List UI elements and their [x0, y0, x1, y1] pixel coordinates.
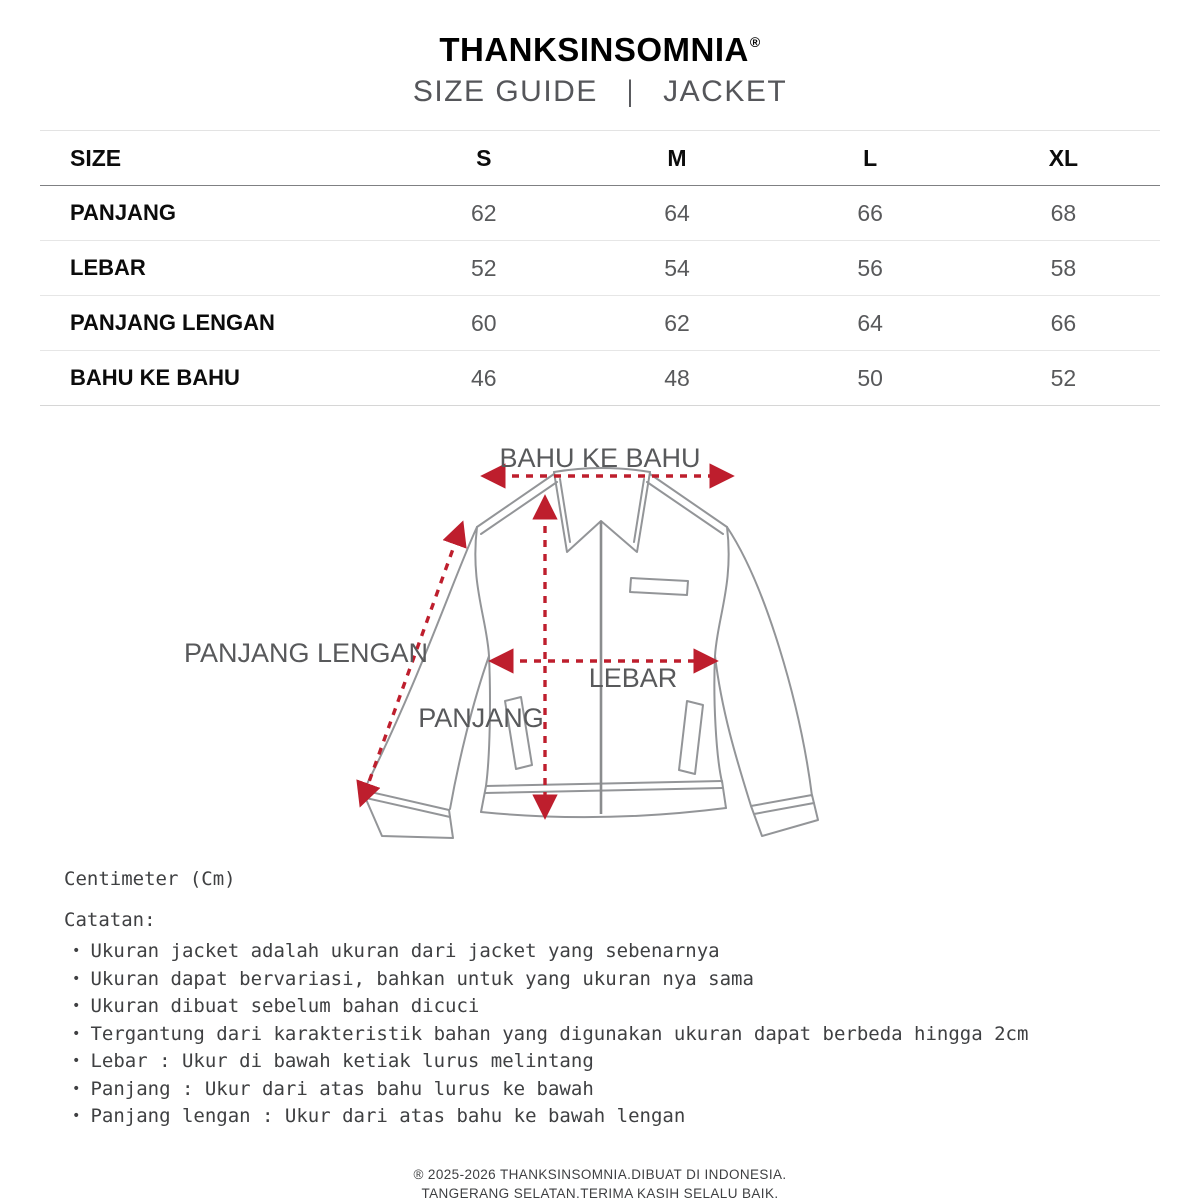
left-shoulder-line — [477, 474, 554, 527]
right-sleeve-outer-edge — [727, 527, 812, 796]
body-right-edge — [714, 527, 728, 782]
table-row — [40, 241, 1160, 296]
subtitle-size-guide: SIZE GUIDE — [412, 75, 598, 108]
unit-label: Centimeter (Cm) — [64, 868, 236, 890]
note-item: • Ukuran dibuat sebelum bahan dicuci — [64, 993, 1200, 1021]
column-header-m: M — [667, 144, 687, 171]
chest-pocket — [630, 578, 688, 595]
row-label-lebar: LEBAR — [70, 255, 146, 280]
cell-value: 54 — [664, 254, 690, 281]
note-item: • Ukuran jacket adalah ukuran dari jacket yang sebenarnya — [64, 938, 1200, 966]
cell-value: 64 — [664, 199, 690, 226]
collar-left-seam — [560, 479, 570, 542]
subtitle-jacket: JACKET — [663, 75, 788, 108]
cell-value: 56 — [857, 254, 883, 281]
right-side-pocket — [679, 701, 703, 774]
table-row — [40, 351, 1160, 406]
note-item: • Ukuran dapat bervariasi, bahkan untuk yang ukuran nya sama — [64, 966, 1200, 994]
cell-value: 62 — [664, 309, 690, 336]
column-header-size: SIZE — [70, 144, 122, 171]
cell-value: 62 — [471, 199, 497, 226]
brand-title — [0, 24, 1200, 68]
right-shoulder-seam — [647, 482, 723, 534]
size-guide-table — [40, 130, 1160, 406]
row-label-panjang-lengan: PANJANG LENGAN — [70, 310, 275, 335]
cell-value: 52 — [471, 254, 497, 281]
waistband-line-lower — [485, 788, 722, 793]
cell-value: 48 — [664, 364, 690, 391]
cell-value: 60 — [471, 309, 497, 336]
cell-value: 66 — [1050, 309, 1077, 336]
cell-value: 58 — [1050, 254, 1077, 281]
label-bahu-ke-bahu: BAHU KE BAHU — [499, 443, 701, 473]
collar-right-seam — [634, 479, 644, 542]
page-footer — [0, 1165, 1200, 1203]
label-lebar: LEBAR — [588, 663, 678, 693]
right-sleeve-inner-edge — [715, 656, 751, 806]
right-shoulder-line — [650, 474, 727, 527]
footer-line-1: ® 2025-2026 THANKSINSOMNIA.DIBUAT DI INDONESIA. — [413, 1166, 787, 1182]
column-header-xl: XL — [1048, 144, 1079, 171]
footer-line-2: TANGERANG SELATAN.TERIMA KASIH SELALU BAIK. — [421, 1185, 779, 1201]
note-item: • Tergantung dari karakteristik bahan yang digunakan ukuran dapat berbeda hingga 2cm — [64, 1021, 1200, 1049]
row-label-bahu-ke-bahu: BAHU KE BAHU — [70, 365, 240, 390]
note-item: • Lebar : Ukur di bawah ketiak lurus melintang — [64, 1048, 1200, 1076]
subtitle-divider: | — [626, 75, 635, 108]
table-row — [40, 186, 1160, 241]
page-header — [0, 0, 1200, 110]
notes-section — [64, 866, 1200, 1131]
waistband-left-edge — [481, 786, 486, 812]
cell-value: 64 — [857, 309, 883, 336]
right-cuff — [751, 795, 818, 836]
cell-value: 68 — [1050, 199, 1077, 226]
page-subtitle — [0, 74, 1200, 110]
jacket-measurement-diagram — [0, 434, 1200, 864]
label-panjang: PANJANG — [418, 703, 544, 733]
cell-value: 52 — [1050, 364, 1077, 391]
cell-value: 66 — [857, 199, 883, 226]
note-item: • Panjang lengan : Ukur dari atas bahu ke bawah lengan — [64, 1103, 1200, 1131]
cell-value: 46 — [471, 364, 497, 391]
row-label-panjang: PANJANG — [70, 200, 176, 225]
notes-list — [64, 938, 1200, 1131]
table-row — [40, 296, 1160, 351]
hem-bottom-line — [481, 808, 726, 817]
notes-title: Catatan: — [64, 909, 156, 931]
registered-trademark-symbol: ® — [749, 34, 761, 50]
waistband-right-edge — [722, 781, 726, 808]
cell-value: 50 — [857, 364, 883, 391]
label-panjang-lengan: PANJANG LENGAN — [183, 638, 429, 668]
brand-name: THANKSINSOMNIA — [439, 31, 749, 68]
column-header-s: S — [476, 144, 492, 171]
jacket-outline — [362, 468, 818, 838]
note-item: • Panjang : Ukur dari atas bahu lurus ke bawah — [64, 1076, 1200, 1104]
table-header-row — [40, 131, 1160, 186]
column-header-l: L — [863, 144, 878, 171]
waistband-line-upper — [486, 781, 722, 786]
